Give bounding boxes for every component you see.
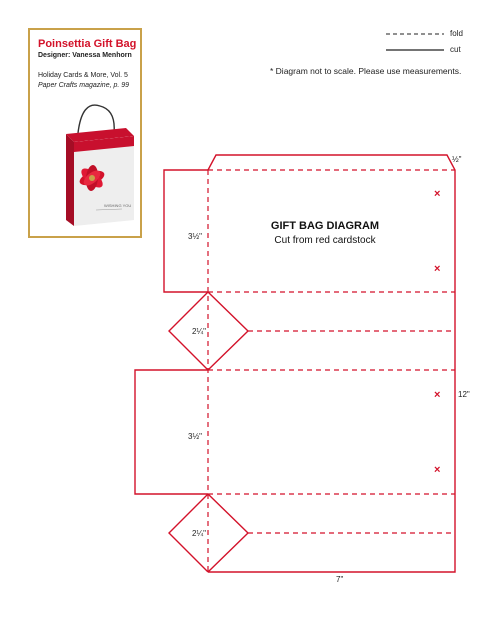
diagram-subtitle: Cut from red cardstock xyxy=(274,235,376,246)
publication-line-2: Paper Crafts magazine, p. 99 xyxy=(38,81,130,89)
bag-label: WISHING YOU xyxy=(104,203,132,208)
scale-note: * Diagram not to scale. Please use measurements. xyxy=(270,66,462,76)
card-title: Poinsettia Gift Bag xyxy=(38,38,137,50)
legend-cut-label: cut xyxy=(450,45,461,54)
hole-mark: × xyxy=(434,188,441,200)
hole-mark: × xyxy=(434,389,441,401)
hole-mark: × xyxy=(434,263,441,275)
dim-top-flap: ½" xyxy=(452,155,462,164)
dim-total-height: 12" xyxy=(458,390,470,399)
dim-width: 7" xyxy=(336,575,344,584)
publication-line-1: Holiday Cards & More, Vol. 5 xyxy=(38,72,128,79)
dim-gusset-1: 2¼" xyxy=(192,327,206,336)
cut-outline xyxy=(135,155,455,572)
hole-mark: × xyxy=(434,464,441,476)
dim-gusset-2: 2¼" xyxy=(192,529,206,538)
diagram-title: GIFT BAG DIAGRAM xyxy=(270,220,380,232)
dim-panel-height-2: 3½" xyxy=(188,432,202,441)
legend-fold-label: fold xyxy=(450,29,463,38)
dim-panel-height-1: 3½" xyxy=(188,232,202,241)
card-designer: Designer: Vanessa Menhorn xyxy=(38,52,132,59)
